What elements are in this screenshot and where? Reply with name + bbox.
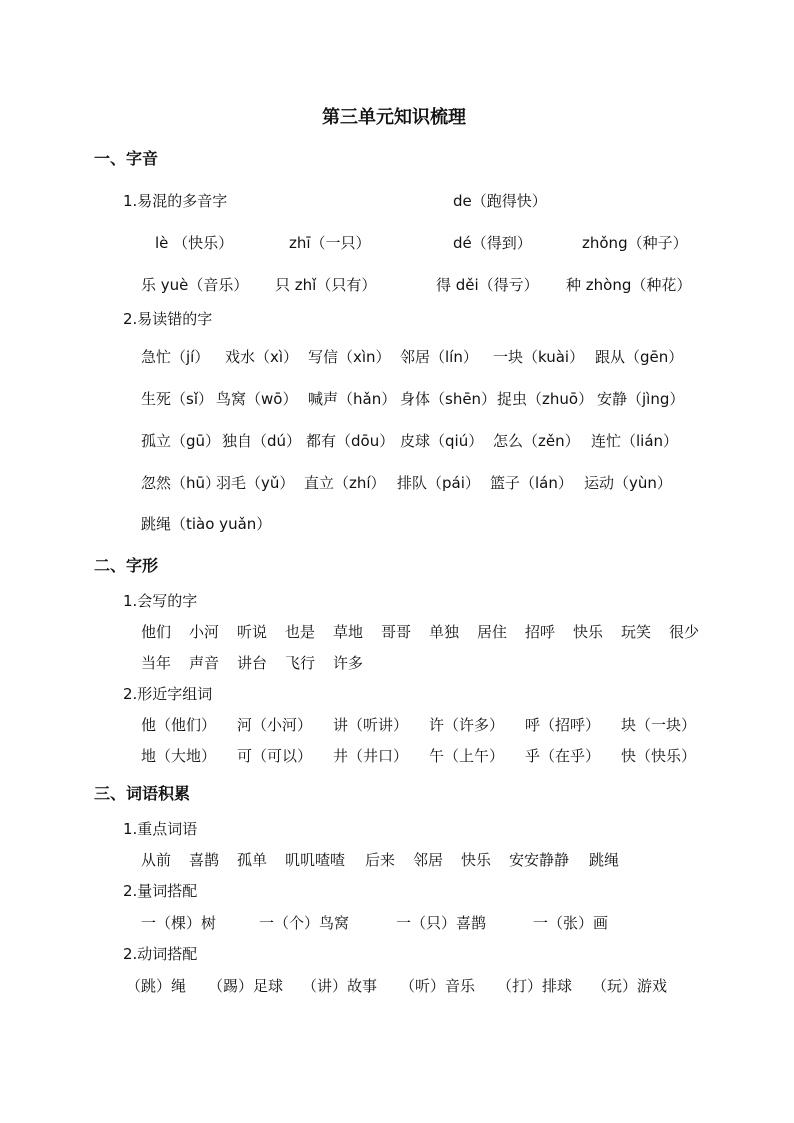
word-item: 他（他们） [141, 716, 217, 734]
section-heading: 一、字音 [94, 149, 159, 168]
section-heading: 三、词语积累 [94, 784, 191, 803]
word-item: 叽叽喳喳 [285, 851, 346, 869]
word-item: 写信（xìn） [308, 348, 391, 366]
word-item: 讲台 [237, 654, 268, 672]
word-item: 许（许多） [429, 716, 505, 734]
subheading: 2.量词搭配 [123, 882, 198, 900]
word-item: 块（一块） [621, 716, 697, 734]
word-item: 邻居 [413, 851, 444, 869]
word-item: 捉虫（zhuō） [497, 390, 594, 408]
word-item: （跳）绳 [126, 977, 187, 995]
word-item: 单独 [429, 623, 460, 641]
word-item: 跳绳 [589, 851, 620, 869]
subheading: 1.重点词语 [123, 820, 198, 838]
word-item: 跳绳（tiào yuǎn） [141, 515, 272, 533]
word-item: 他们 [141, 623, 172, 641]
word-item: 可（可以） [237, 747, 313, 765]
word-item: 呼（招呼） [525, 716, 601, 734]
subheading: 2.易读错的字 [123, 310, 213, 328]
word-item: 篮子（lán） [490, 474, 573, 492]
word-item: 哥哥 [381, 623, 412, 641]
word-item: 运动（yùn） [584, 474, 672, 492]
word-item: 井（井口） [333, 747, 409, 765]
word-item: 一（棵）树 [141, 914, 217, 932]
word-item: 听说 [237, 623, 268, 641]
word-item: （讲）故事 [302, 977, 378, 995]
word-item: 快乐 [573, 623, 604, 641]
polyphone-entry: lè （快乐） [155, 234, 234, 252]
word-item: 忽然（hū） [141, 474, 221, 492]
polyphone-entry: de（跑得快） [453, 192, 547, 210]
word-item: 鸟窝（wō） [216, 390, 298, 408]
word-item: 喊声（hǎn） [308, 390, 397, 408]
word-item: 喜鹊 [189, 851, 220, 869]
section-heading: 二、字形 [94, 556, 159, 575]
subheading: 2.形近字组词 [123, 685, 213, 703]
word-item: 怎么（zěn） [493, 432, 580, 450]
word-item: 都有（dōu） [306, 432, 395, 450]
word-item: 居住 [477, 623, 508, 641]
word-item: 快（快乐） [621, 747, 697, 765]
word-item: 独自（dú） [222, 432, 302, 450]
word-item: 很少 [669, 623, 700, 641]
word-item: 玩笑 [621, 623, 652, 641]
subheading: 1.易混的多音字 [123, 192, 228, 210]
polyphone-entry: 得 děi（得亏） [436, 276, 539, 294]
word-item: 当年 [141, 654, 172, 672]
word-item: 孤单 [237, 851, 268, 869]
word-item: 讲（听讲） [333, 716, 409, 734]
polyphone-entry: zhī（一只） [289, 234, 371, 252]
word-item: 生死（sǐ） [141, 390, 213, 408]
polyphone-entry: 种 zhòng（种花） [566, 276, 692, 294]
word-item: 飞行 [285, 654, 316, 672]
polyphone-entry: 乐 yuè（音乐） [141, 276, 249, 294]
word-item: （玩）游戏 [592, 977, 668, 995]
word-item: （踢）足球 [208, 977, 284, 995]
word-item: 也是 [285, 623, 316, 641]
word-item: 从前 [141, 851, 172, 869]
word-item: 一（个）鸟窝 [259, 914, 350, 932]
subheading: 1.会写的字 [123, 592, 198, 610]
word-item: 羽毛（yǔ） [216, 474, 295, 492]
word-item: 孤立（gū） [141, 432, 221, 450]
word-item: 一块（kuài） [493, 348, 585, 366]
word-item: 身体（shēn） [400, 390, 497, 408]
word-item: （打）排球 [497, 977, 573, 995]
word-item: 后来 [365, 851, 396, 869]
word-item: 一（张）画 [533, 914, 609, 932]
polyphone-entry: 只 zhǐ（只有） [275, 276, 377, 294]
word-item: 草地 [333, 623, 364, 641]
word-item: 直立（zhí） [304, 474, 386, 492]
word-item: 排队（pái） [397, 474, 480, 492]
word-item: 连忙（lián） [591, 432, 679, 450]
word-item: 急忙（jí） [141, 348, 210, 366]
word-item: 招呼 [525, 623, 556, 641]
polyphone-entry: dé（得到） [453, 234, 532, 252]
word-item: 许多 [333, 654, 364, 672]
word-item: 跟从（gēn） [595, 348, 684, 366]
word-item: 小河 [189, 623, 220, 641]
word-item: 快乐 [461, 851, 492, 869]
word-item: 安安静静 [509, 851, 570, 869]
word-item: 河（小河） [237, 716, 313, 734]
polyphone-entry: zhǒng（种子） [582, 234, 688, 252]
word-item: 戏水（xì） [225, 348, 299, 366]
word-item: 乎（在乎） [525, 747, 601, 765]
word-item: 一（只）喜鹊 [396, 914, 487, 932]
word-item: 声音 [189, 654, 220, 672]
word-item: 皮球（qiú） [400, 432, 484, 450]
word-item: 午（上午） [429, 747, 505, 765]
word-item: 邻居（lín） [400, 348, 478, 366]
word-item: （听）音乐 [400, 977, 476, 995]
page-title: 第三单元知识梳理 [322, 107, 466, 128]
subheading: 2.动词搭配 [123, 945, 198, 963]
word-item: 地（大地） [141, 747, 217, 765]
word-item: 安静（jìng） [597, 390, 685, 408]
